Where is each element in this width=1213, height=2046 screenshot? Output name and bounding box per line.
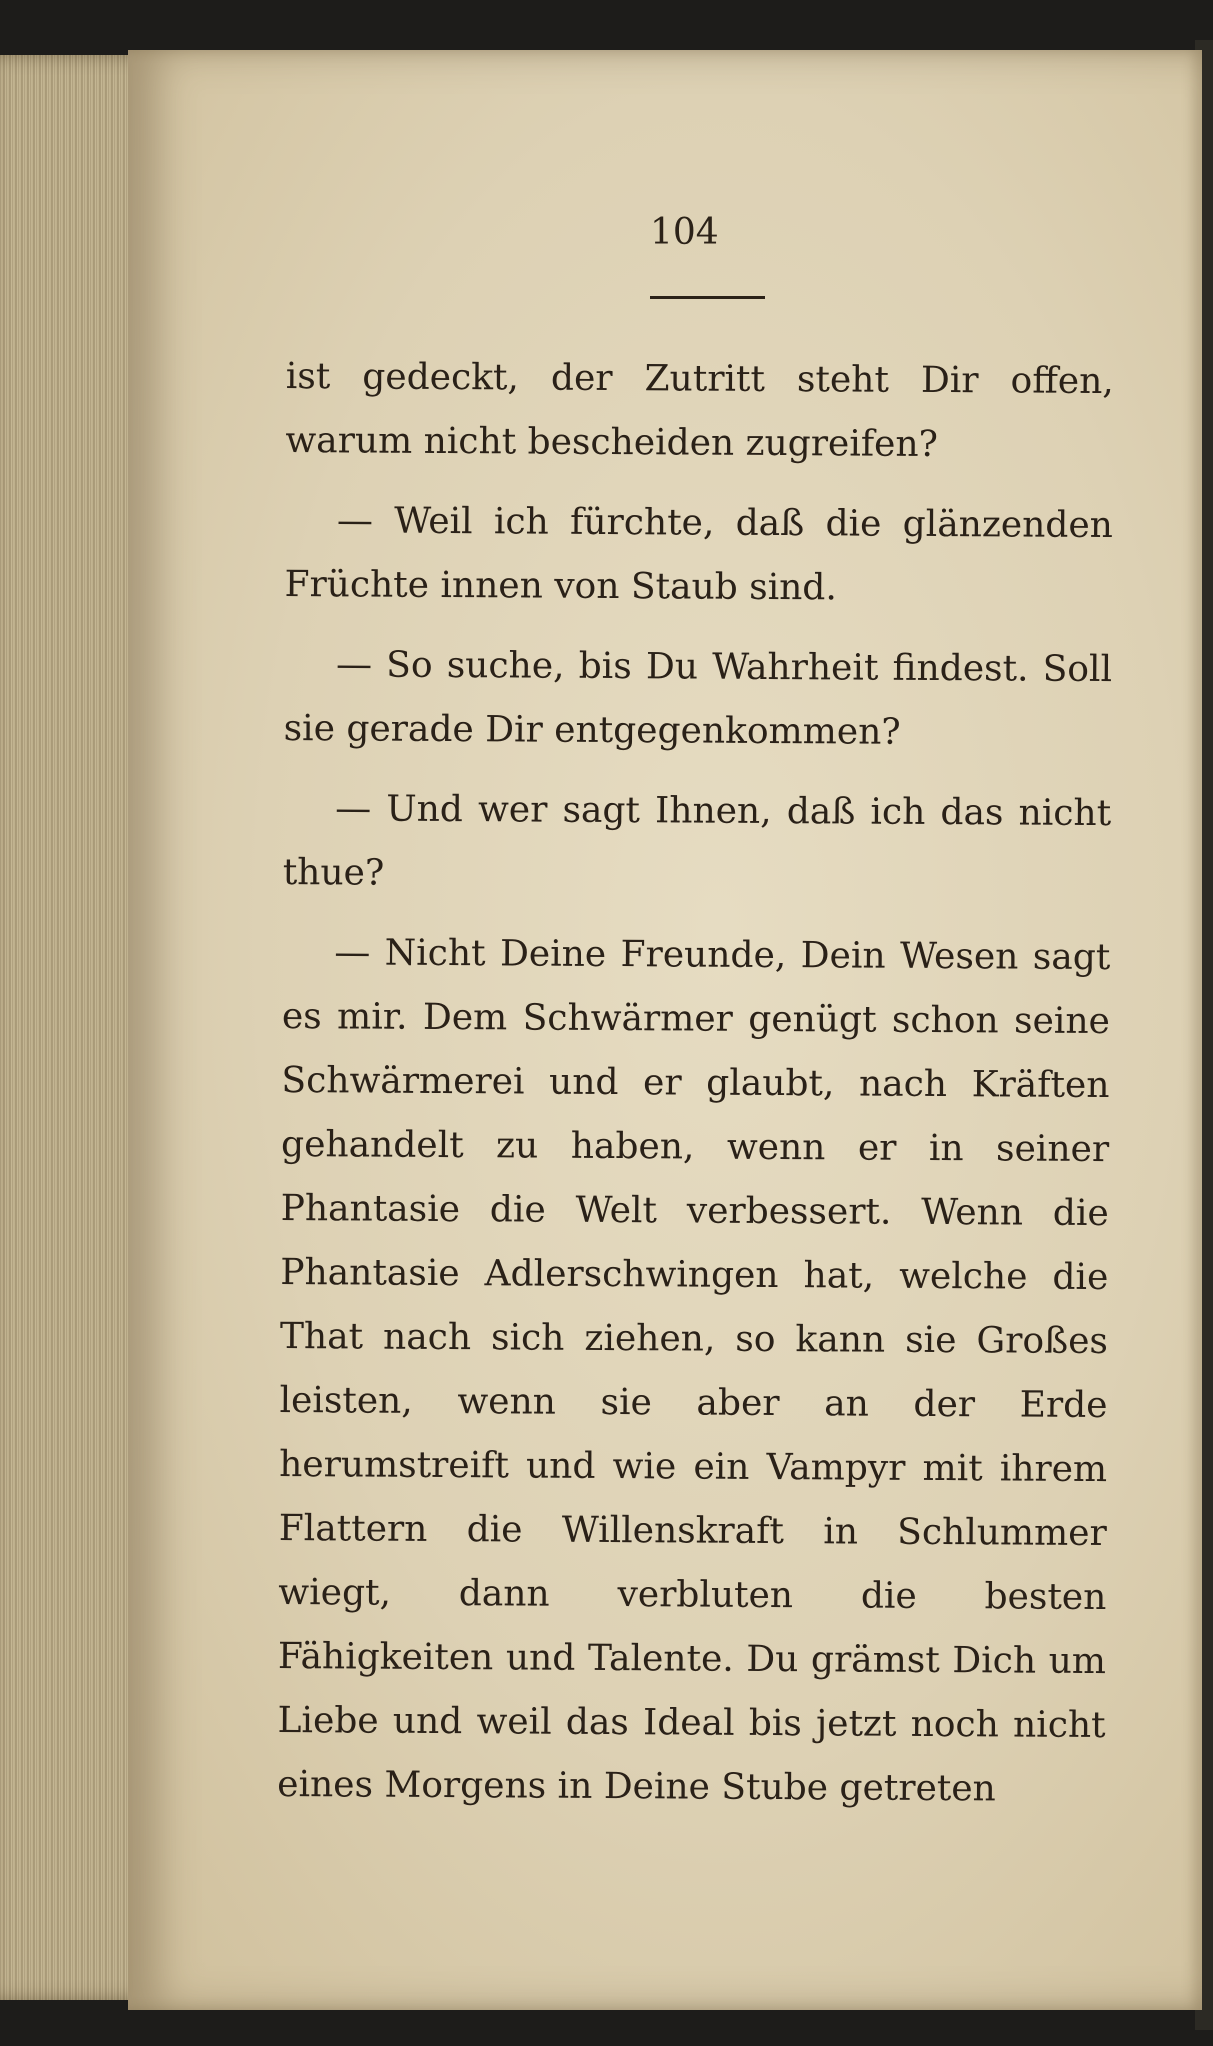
paragraph: ist gedeckt, der Zutritt steht Dir offen, warum nicht bescheiden zugreifen? xyxy=(285,355,1114,465)
paragraph: — Und wer sagt Ihnen, daß ich das nicht thue? xyxy=(282,788,1112,894)
paragraph: — Nicht Deine Freunde, Dein Wesen sagt es mir. Dem Schwärmer genügt schon seine Schwärmerei und er glaubt, nach Kräften gehandelt zu haben, wenn er in seiner Phantasie die Welt verbessert. Wenn die Phantasie Adlerschwingen hat, welche die That nach sich ziehen, so kann sie Großes leisten, wenn sie aber an der Erde herumstreift und wie ein Vampyr mit ihrem Flattern die Willenskraft in Schlummer wiegt, dann verbluten die besten Fähigkeiten und Talente. Du grämst Dich um Liebe und weil das Ideal bis jetzt noch nicht eines Morgens in Deine Stube getreten xyxy=(277,932,1111,1810)
paragraph: — Weil ich fürchte, daß die glänzenden Früchte innen von Staub sind. xyxy=(284,500,1114,609)
header-rule xyxy=(650,296,765,299)
page-number: 104 xyxy=(650,212,719,253)
paragraph: — So suche, bis Du Wahrheit findest. Soll sie gerade Dir entgegenkommen? xyxy=(283,644,1113,753)
body-text xyxy=(277,345,1114,1822)
